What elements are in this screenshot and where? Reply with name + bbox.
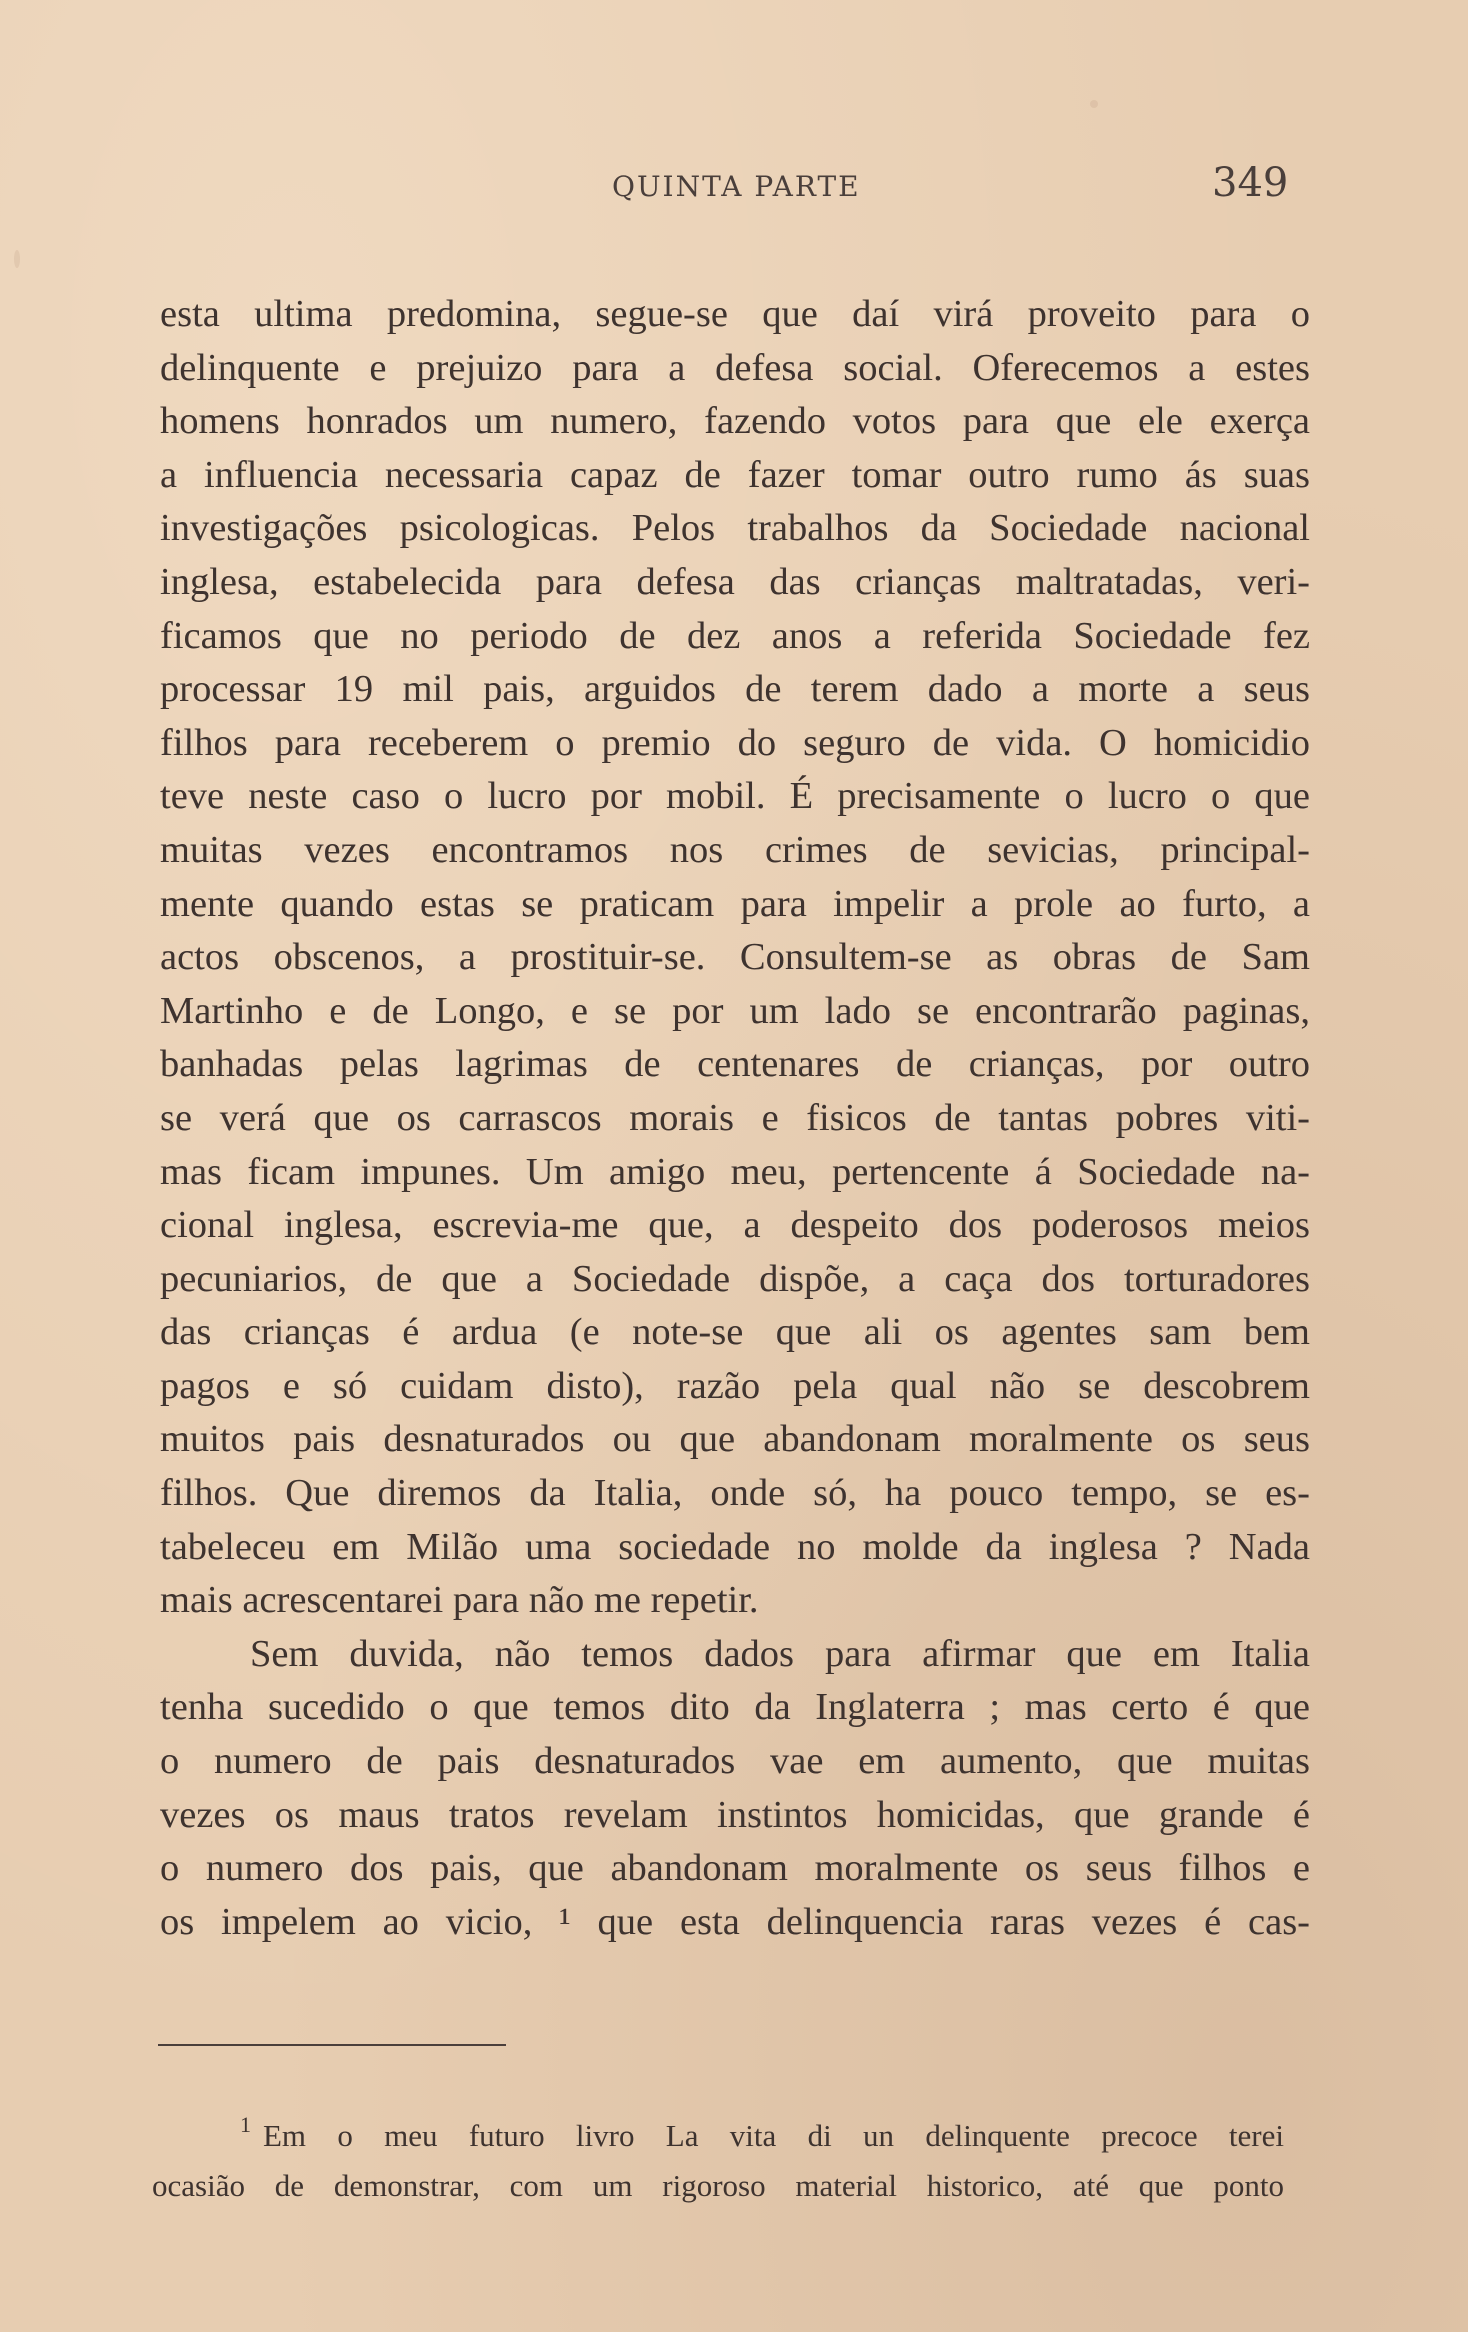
text-line: o numero de pais desnaturados vae em aumento, que muitas (160, 1740, 1310, 1783)
text-line: Martinho e de Longo, e se por um lado se encontrarão paginas, (160, 989, 1310, 1032)
paper-stain (14, 250, 20, 268)
text-line: mas ficam impunes. Um amigo meu, pertencente á Sociedade na- (160, 1150, 1310, 1193)
text-line: muitos pais desnaturados ou que abandonam moralmente os seus (160, 1418, 1310, 1461)
text-line: pecuniarios, de que a Sociedade dispõe, a caça dos torturadores (160, 1257, 1310, 1300)
text-line: pagos e só cuidam disto), razão pela qual não se descobrem (160, 1364, 1310, 1407)
footnote-marker: 1 (240, 2112, 251, 2137)
text-line: os impelem ao vicio, ¹ que esta delinquencia raras vezes é cas- (160, 1900, 1310, 1943)
text-line: mente quando estas se praticam para impelir a prole ao furto, a (160, 882, 1310, 925)
text-line: investigações psicologicas. Pelos trabalhos da Sociedade nacional (160, 507, 1310, 550)
paper-stain (1090, 100, 1098, 108)
footnote (152, 2100, 1284, 2211)
footnote-text: ocasião de demonstrar, com um rigoroso material historico, até que ponto (152, 2168, 1284, 2203)
body-text (160, 288, 1310, 1949)
footnote-text: Em o meu futuro livro La vita di un delinquente precoce terei (263, 2118, 1284, 2153)
text-line: das crianças é ardua (e note-se que ali os agentes sam bem (160, 1311, 1310, 1354)
text-line: esta ultima predomina, segue-se que daí virá proveito para o (160, 293, 1310, 335)
running-header-title: QUINTA PARTE (612, 170, 861, 203)
text-line: o numero dos pais, que abandonam moralmente os seus filhos e (160, 1847, 1310, 1890)
text-line: muitas vezes encontramos nos crimes de sevicias, principal- (160, 828, 1310, 871)
footnote-divider (158, 2044, 506, 2046)
text-line: homens honrados um numero, fazendo votos para que ele exerça (160, 400, 1310, 443)
footnote-line (152, 2100, 1284, 2161)
text-line: a influencia necessaria capaz de fazer tomar outro rumo ás suas (160, 453, 1310, 496)
text-line: tabeleceu em Milão uma sociedade no molde da inglesa ? Nada (160, 1525, 1310, 1568)
text-line: mais acrescentarei para não me repetir. (160, 1579, 759, 1622)
text-line: ficamos que no periodo de dez anos a referida Sociedade fez (160, 614, 1310, 657)
text-line: delinquente e prejuizo para a defesa social. Oferecemos a estes (160, 346, 1310, 389)
text-line: filhos. Que diremos da Italia, onde só, ha pouco tempo, se es- (160, 1472, 1310, 1515)
text-line: se verá que os carrascos morais e fisicos de tantas pobres viti- (160, 1096, 1310, 1139)
text-line: cional inglesa, escrevia-me que, a despeito dos poderosos meios (160, 1204, 1310, 1247)
footnote-line (152, 2161, 1284, 2211)
text-line: filhos para receberem o premio do seguro de vida. O homicidio (160, 721, 1310, 764)
text-line: teve neste caso o lucro por mobil. É precisamente o lucro o que (160, 775, 1310, 818)
page-number: 349 (1212, 160, 1289, 206)
text-line: vezes os maus tratos revelam instintos homicidas, que grande é (160, 1793, 1310, 1836)
text-line: inglesa, estabelecida para defesa das crianças maltratadas, veri- (160, 560, 1310, 603)
text-line: Sem duvida, não temos dados para afirmar que em Italia (250, 1632, 1310, 1675)
text-line: actos obscenos, a prostituir-se. Consultem-se as obras de Sam (160, 936, 1310, 979)
text-line: banhadas pelas lagrimas de centenares de crianças, por outro (160, 1043, 1310, 1086)
text-line: tenha sucedido o que temos dito da Inglaterra ; mas certo é que (160, 1686, 1310, 1729)
text-line: processar 19 mil pais, arguidos de terem dado a morte a seus (160, 668, 1310, 711)
